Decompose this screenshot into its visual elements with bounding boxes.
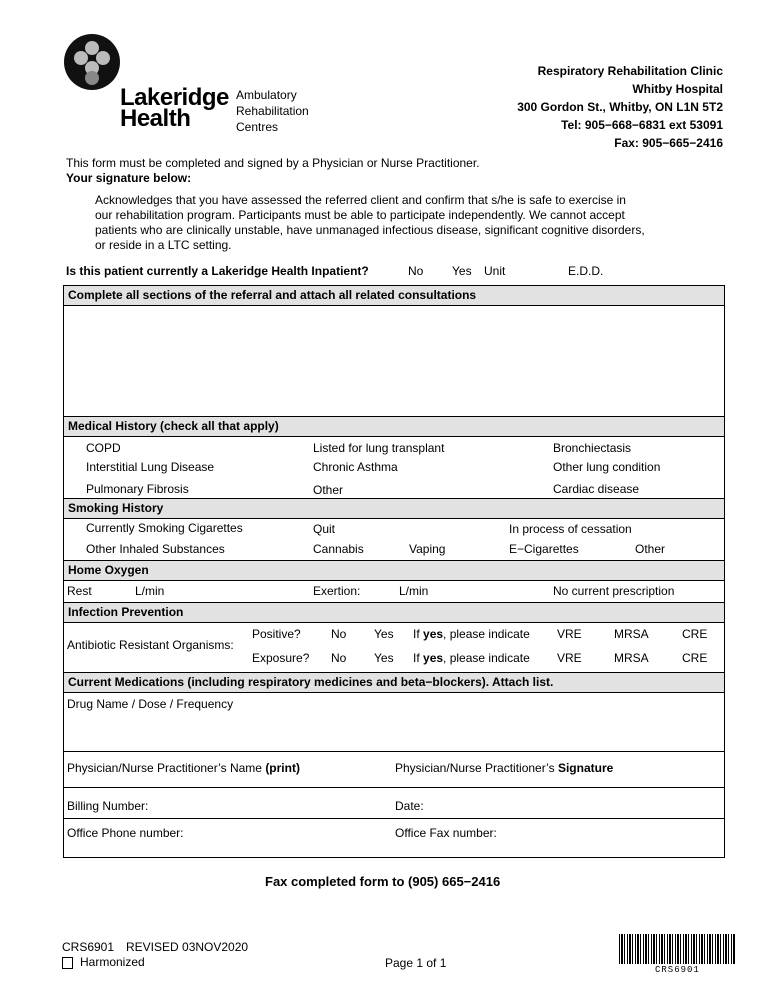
mh-cardiac[interactable]: Cardiac disease — [553, 482, 640, 496]
logo-line2: Health — [120, 105, 191, 132]
office-phone-label[interactable]: Office Phone number: — [67, 826, 184, 840]
oxygen-rest: Rest — [67, 584, 92, 598]
physician-signature-label[interactable]: Physician/Nurse Practitioner’s Signature — [395, 761, 614, 775]
oxygen-exertion-lmin[interactable]: L/min — [399, 584, 429, 598]
mh-bronchiectasis[interactable]: Bronchiectasis — [553, 441, 632, 455]
date-label[interactable]: Date: — [395, 799, 424, 813]
positive-yes[interactable]: Yes — [374, 627, 394, 641]
page-number: Page 1 of 1 — [385, 956, 447, 970]
mh-copd[interactable]: COPD — [86, 441, 121, 455]
barcode-text: CRS6901 — [655, 965, 700, 975]
smoke-current[interactable]: Currently Smoking Cigarettes — [86, 521, 243, 535]
section-smoking: Smoking History — [63, 498, 725, 519]
positive-cre[interactable]: CRE — [682, 627, 708, 641]
section-medications: Current Medications (including respiratory medicines and beta−blockers). Attach list. — [63, 672, 725, 693]
exposure-mrsa[interactable]: MRSA — [614, 651, 649, 665]
ambulatory-label: Ambulatory Rehabilitation Centres — [236, 88, 309, 134]
logo-line1: Lakeridge — [120, 84, 229, 111]
inpatient-unit: Unit — [484, 264, 506, 278]
divider — [63, 751, 725, 752]
harmonized-icon — [62, 957, 73, 969]
mh-fibrosis[interactable]: Pulmonary Fibrosis — [86, 482, 189, 496]
section-medical-history: Medical History (check all that apply) — [63, 416, 725, 437]
exposure-cre[interactable]: CRE — [682, 651, 708, 665]
inpatient-no[interactable]: No — [408, 264, 424, 278]
mh-transplant[interactable]: Listed for lung transplant — [313, 441, 445, 455]
drug-label[interactable]: Drug Name / Dose / Frequency — [67, 697, 234, 711]
harmonized-label: Harmonized — [80, 955, 145, 969]
oxygen-none[interactable]: No current prescription — [553, 584, 675, 598]
divider — [63, 787, 725, 788]
section-infection: Infection Prevention — [63, 602, 725, 623]
divider — [63, 818, 725, 819]
billing-number-label[interactable]: Billing Number: — [67, 799, 149, 813]
patient-info-box[interactable] — [63, 305, 725, 417]
oxygen-rest-lmin[interactable]: L/min — [135, 584, 165, 598]
aro-exposure: Exposure? — [252, 651, 310, 665]
positive-no[interactable]: No — [331, 627, 347, 641]
smoke-other-inhaled[interactable]: Other Inhaled Substances — [86, 542, 225, 556]
clinic-address: Respiratory Rehabilitation Clinic Whitby Hospital 300 Gordon St., Whitby, ON L1N 5T2 Tel: 905−668−6831 ext 53091 Fax: 905−665−2416 — [517, 64, 723, 150]
exposure-indicate: If yes, please indicate — [413, 651, 530, 665]
inpatient-yes[interactable]: Yes — [452, 264, 472, 278]
smoke-ecig[interactable]: E−Cigarettes — [509, 542, 579, 556]
exposure-no[interactable]: No — [331, 651, 347, 665]
intro-line: This form must be completed and signed by a Physician or Nurse Practitioner. — [66, 156, 480, 170]
positive-mrsa[interactable]: MRSA — [614, 627, 649, 641]
logo-circle-icon — [64, 34, 120, 90]
mh-asthma[interactable]: Chronic Asthma — [313, 460, 398, 474]
mh-ild[interactable]: Interstitial Lung Disease — [86, 460, 215, 474]
section-complete: Complete all sections of the referral and attach all related consultations — [63, 285, 725, 306]
inpatient-question: Is this patient currently a Lakeridge Health Inpatient? — [66, 264, 369, 278]
fax-instruction: Fax completed form to (905) 665−2416 — [265, 874, 501, 889]
exposure-vre[interactable]: VRE — [557, 651, 582, 665]
positive-vre[interactable]: VRE — [557, 627, 582, 641]
positive-indicate: If yes, please indicate — [413, 627, 530, 641]
barcode-icon — [619, 934, 735, 964]
acknowledgement: Acknowledges that you have assessed the referred client and confirm that s/he is safe to exercise in our rehabilitation program. Participants must be able to participate independently. We cannot accept patients who are clinically unstable, have unmanaged infectious disease, significant cognitive disorders, or reside in a LTC setting. — [95, 193, 645, 252]
smoke-vaping[interactable]: Vaping — [409, 542, 446, 556]
physician-name-label[interactable]: Physician/Nurse Practitioner’s Name (print) — [67, 761, 300, 775]
office-fax-label[interactable]: Office Fax number: — [395, 826, 497, 840]
revised-date: REVISED 03NOV2020 — [126, 940, 249, 954]
mh-other-lung[interactable]: Other lung condition — [553, 460, 661, 474]
form-code: CRS6901 — [62, 940, 115, 954]
smoke-cannabis[interactable]: Cannabis — [313, 542, 364, 556]
smoke-other[interactable]: Other — [635, 542, 666, 556]
mh-other[interactable]: Other — [313, 483, 344, 497]
oxygen-exertion: Exertion: — [313, 584, 361, 598]
aro-positive: Positive? — [252, 627, 301, 641]
aro-label: Antibiotic Resistant Organisms: — [67, 638, 234, 652]
smoke-quit[interactable]: Quit — [313, 522, 336, 536]
inpatient-edd: E.D.D. — [568, 264, 604, 278]
exposure-yes[interactable]: Yes — [374, 651, 394, 665]
section-oxygen: Home Oxygen — [63, 560, 725, 581]
smoke-cessation[interactable]: In process of cessation — [509, 522, 632, 536]
signature-heading: Your signature below: — [66, 171, 192, 185]
